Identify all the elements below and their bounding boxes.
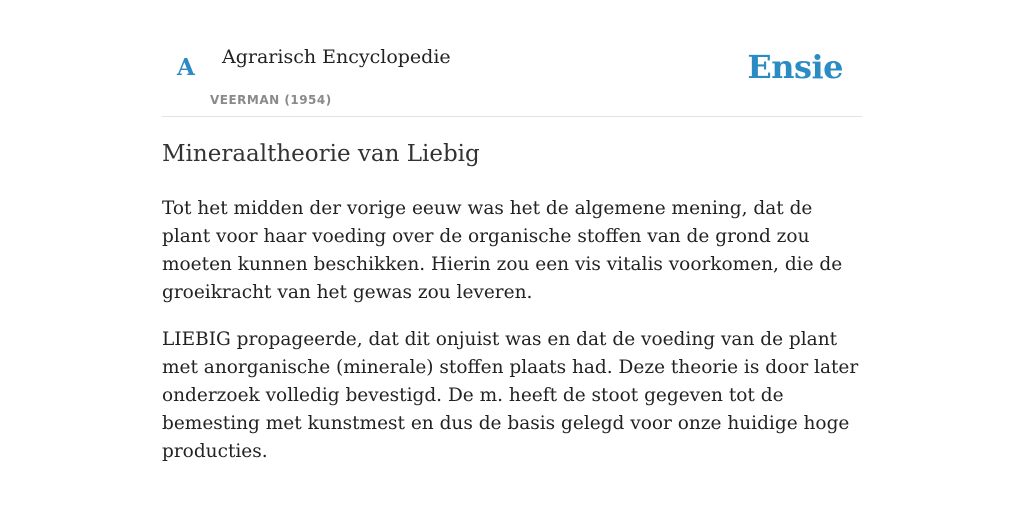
- brand-logo[interactable]: Ensie: [747, 48, 843, 86]
- encyclopedia-letter-logo[interactable]: A: [177, 54, 195, 81]
- source-subtitle[interactable]: VEERMAN (1954): [210, 93, 332, 107]
- article-content: [162, 138, 864, 485]
- page-header: [162, 0, 862, 117]
- article-title: Mineraaltheorie van Liebig: [162, 141, 480, 167]
- article-paragraph: LIEBIG propageerde, dat dit onjuist was en dat de voeding van de plant met anorganische (minerale) stoffen plaats had. Deze theorie is door later onderzoek volledig bevestigd. De m. heeft de stoot gegeven tot de bemesting met kunstmest en dus de basis gelegd voor onze huidige hoge producties.: [162, 329, 859, 462]
- source-title[interactable]: Agrarisch Encyclopedie: [222, 46, 451, 68]
- article-paragraph: Tot het midden der vorige eeuw was het de algemene mening, dat de plant voor haar voeding over de organische stoffen van de grond zou moeten kunnen beschikken. Hierin zou een vis vitalis voorkomen, die de groeikracht van het gewas zou leveren.: [162, 198, 843, 303]
